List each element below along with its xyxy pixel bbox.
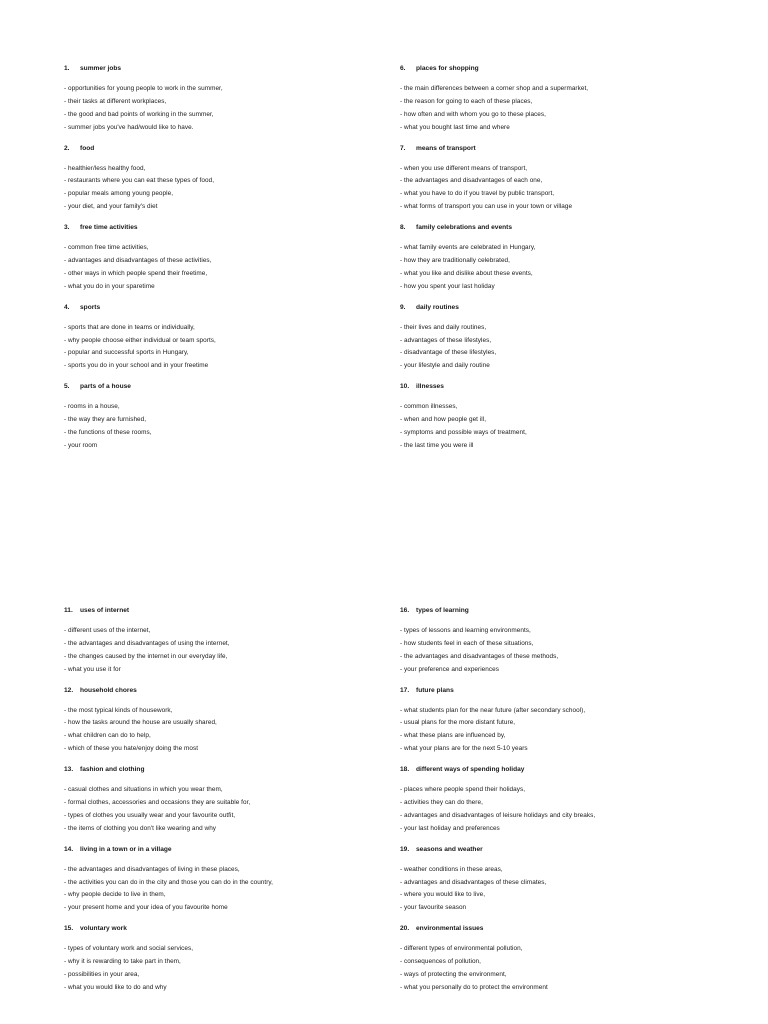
- topic-number: 9.: [400, 303, 406, 311]
- topic-point: - disadvantage of these lifestyles,: [400, 349, 497, 357]
- topic-number: 16.: [400, 607, 410, 614]
- topic-block: [400, 144, 730, 215]
- topic-point: - when you use different means of transport,: [400, 164, 528, 172]
- topic-point: - the reason for going to each of these places,: [400, 97, 533, 105]
- topic-title: parts of a house: [80, 383, 131, 391]
- topic-point: - restaurants where you can eat these types of food,: [64, 177, 215, 185]
- topic-points-list: [400, 943, 730, 995]
- topic-heading: [400, 64, 730, 74]
- topic-column-3: [64, 606, 394, 1004]
- topic-block: [400, 845, 730, 916]
- topic-point: - what you would like to do and why: [64, 983, 167, 991]
- topic-points-list: [64, 83, 394, 135]
- topic-number: 12.: [64, 686, 74, 694]
- topic-point: - usual plans for the more distant future,: [400, 719, 516, 727]
- topic-point: - your last holiday and preferences: [400, 824, 500, 832]
- topic-title: family celebrations and events: [416, 224, 513, 232]
- topic-point: - what you use it for: [64, 665, 121, 673]
- topic-points-list: [400, 705, 730, 757]
- topic-title: different ways of spending holiday: [416, 766, 525, 774]
- topic-point: - ways of protecting the environment,: [400, 971, 507, 979]
- topic-point: - what you do in your sparetime: [64, 282, 155, 290]
- topic-points-list: [400, 322, 730, 374]
- topic-point: - what children can do to help,: [64, 732, 151, 740]
- topic-heading: [400, 765, 730, 775]
- topic-point: - the advantages and disadvantages of these methods,: [400, 652, 559, 660]
- topic-block: [64, 924, 394, 995]
- topic-number: 3.: [64, 224, 70, 232]
- topic-number: 17.: [400, 686, 410, 694]
- topic-heading: [64, 223, 394, 233]
- topic-title: summer jobs: [80, 65, 122, 72]
- topic-title: means of transport: [416, 144, 476, 152]
- topic-point: - advantages and disadvantages of these activities,: [64, 257, 212, 265]
- topic-point: - why it is rewarding to take part in them,: [64, 958, 181, 966]
- topic-title: future plans: [416, 686, 454, 694]
- topic-title: free time activities: [80, 224, 138, 232]
- topic-points-list: [400, 83, 730, 135]
- topic-point: - the way they are furnished,: [64, 416, 147, 424]
- topic-point: - what you personally do to protect the environment: [400, 983, 548, 991]
- topic-column-4: [400, 606, 730, 1004]
- topic-point: - your room: [64, 441, 98, 449]
- topic-point: - places where people spend their holidays,: [400, 786, 526, 794]
- topic-point: - different uses of the internet,: [64, 627, 151, 634]
- topic-heading: [400, 845, 730, 855]
- topic-title: types of learning: [416, 607, 469, 614]
- topic-points-list: [64, 322, 394, 374]
- topic-points-list: [400, 163, 730, 215]
- topic-point: - the advantages and disadvantages of using the internet,: [64, 639, 230, 647]
- topic-point: - formal clothes, accessories and occasions they are suitable for,: [64, 799, 251, 807]
- topic-point: - advantages and disadvantages of leisure holidays and city breaks,: [400, 811, 596, 819]
- topic-heading: [64, 64, 394, 74]
- topic-point: - their lives and daily routines,: [400, 323, 487, 331]
- topic-heading: [400, 223, 730, 233]
- topic-number: 14.: [64, 845, 74, 853]
- topic-block: [400, 64, 730, 135]
- topic-block: [64, 303, 394, 374]
- topic-number: 1.: [64, 65, 70, 72]
- topic-block: [64, 845, 394, 916]
- topic-point: - other ways in which people spend their freetime,: [64, 269, 208, 277]
- topic-point: - what students plan for the near future (after secondary school),: [400, 706, 586, 714]
- topic-point: - your present home and your idea of you favourite home: [64, 904, 228, 912]
- topic-heading: [64, 382, 394, 392]
- topic-number: 7.: [400, 144, 406, 152]
- topic-block: [400, 382, 730, 453]
- topic-points-list: [400, 401, 730, 453]
- topic-points-list: [64, 625, 394, 677]
- topic-points-list: [400, 864, 730, 916]
- topic-number: 13.: [64, 766, 74, 774]
- topic-point: - casual clothes and situations in which you wear them,: [64, 786, 223, 794]
- topic-point: - how often and with whom you go to these places,: [400, 110, 546, 118]
- topic-block: [64, 382, 394, 453]
- topic-block: [400, 223, 730, 294]
- topic-point: - sports that are done in teams or individually,: [64, 323, 195, 331]
- topic-title: environmental issues: [416, 925, 484, 933]
- topic-point: - their tasks at different workplaces,: [64, 97, 167, 105]
- topic-point: - popular meals among young people,: [64, 190, 174, 198]
- topic-points-list: [64, 242, 394, 294]
- topic-block: [64, 223, 394, 294]
- topic-block: [64, 64, 394, 135]
- topic-number: 2.: [64, 144, 70, 152]
- topic-point: - the items of clothing you don't like wearing and why: [64, 824, 217, 832]
- topic-heading: [64, 686, 394, 696]
- topic-point: - which of these you hate/enjoy doing the most: [64, 745, 199, 753]
- topic-point: - why people decide to live in them,: [64, 891, 166, 899]
- topic-title: uses of internet: [80, 607, 130, 614]
- topic-point: - symptoms and possible ways of treatment,: [400, 429, 527, 437]
- topic-heading: [64, 924, 394, 934]
- topic-title: daily routines: [416, 303, 459, 311]
- topic-block: [400, 686, 730, 757]
- topic-point: - activities they can do there,: [400, 799, 483, 807]
- topic-number: 20.: [400, 925, 410, 933]
- topic-point: - what forms of transport you can use in your town or village: [400, 203, 573, 211]
- topic-point: - advantages of these lifestyles,: [400, 336, 492, 344]
- topic-point: - the advantages and disadvantages of each one,: [400, 177, 543, 185]
- topic-point: - your favourite season: [400, 904, 467, 912]
- topic-points-list: [64, 163, 394, 215]
- topic-point: - common illnesses,: [400, 403, 458, 411]
- topic-points-list: [64, 864, 394, 916]
- topic-title: food: [80, 144, 95, 152]
- topic-number: 4.: [64, 303, 70, 311]
- topic-point: - the main differences between a corner shop and a supermarket,: [400, 85, 589, 92]
- topic-number: 11.: [64, 607, 73, 614]
- topic-heading: [400, 303, 730, 313]
- topic-heading: [64, 845, 394, 855]
- topic-heading: [64, 606, 394, 616]
- topic-heading: [400, 144, 730, 154]
- topic-block: [400, 765, 730, 836]
- topic-points-list: [64, 401, 394, 453]
- topic-point: - when and how people get ill,: [400, 416, 487, 424]
- topic-points-list: [400, 625, 730, 677]
- topic-title: fashion and clothing: [80, 766, 145, 774]
- topic-title: living in a town or in a village: [80, 845, 172, 853]
- topic-point: - what you have to do if you travel by public transport,: [400, 190, 555, 198]
- topic-points-list: [64, 784, 394, 836]
- topic-point: - your lifestyle and daily routine: [400, 362, 490, 370]
- topic-point: - how students feel in each of these situations,: [400, 639, 534, 647]
- topic-point: - the advantages and disadvantages of living in these places,: [64, 865, 240, 873]
- topic-point: - the good and bad points of working in the summer,: [64, 110, 214, 118]
- topic-point: - what you bought last time and where: [400, 123, 510, 131]
- topic-point: - types of clothes you usually wear and your favourite outfit,: [64, 811, 236, 819]
- topic-point: - the last time you were ill: [400, 441, 474, 449]
- topic-number: 15.: [64, 925, 74, 933]
- topic-heading: [400, 382, 730, 392]
- topic-block: [400, 303, 730, 374]
- topic-title: sports: [80, 303, 101, 311]
- topic-title: illnesses: [416, 383, 444, 391]
- topic-point: - popular and successful sports in Hungary,: [64, 349, 189, 357]
- topic-point: - the activities you can do in the city and those you can do in the country,: [64, 878, 274, 886]
- topic-point: - possibilities in your area,: [64, 971, 140, 979]
- topic-block: [64, 686, 394, 757]
- topic-points-list: [64, 943, 394, 995]
- topic-point: - how they are traditionally celebrated,: [400, 257, 510, 265]
- topic-point: - types of lessons and learning environments,: [400, 627, 531, 634]
- topic-point: - rooms in a house,: [64, 403, 120, 411]
- topic-point: - what these plans are influenced by,: [400, 732, 506, 740]
- topic-block: [400, 606, 730, 677]
- topic-point: - opportunities for young people to work in the summer,: [64, 85, 223, 92]
- topic-point: - your preference and experiences: [400, 665, 499, 673]
- topic-title: places for shopping: [416, 65, 479, 72]
- topic-points-list: [400, 242, 730, 294]
- topic-number: 8.: [400, 224, 406, 232]
- topic-title: household chores: [80, 686, 137, 694]
- topic-block: [64, 765, 394, 836]
- topic-number: 10.: [400, 383, 410, 391]
- topic-point: - weather conditions in these areas,: [400, 865, 503, 873]
- topic-block: [64, 606, 394, 677]
- topic-heading: [400, 606, 730, 616]
- topic-title: seasons and weather: [416, 845, 483, 853]
- topic-point: - different types of environmental pollution,: [400, 945, 523, 953]
- topic-points-list: [400, 784, 730, 836]
- topic-title: voluntary work: [80, 925, 127, 933]
- topic-number: 6.: [400, 65, 406, 72]
- topic-column-1: [64, 64, 394, 462]
- topic-point: - your diet, and your family's diet: [64, 203, 158, 211]
- topic-point: - consequences of pollution,: [400, 958, 481, 966]
- topic-number: 19.: [400, 845, 410, 853]
- topic-point: - what you like and dislike about these events,: [400, 269, 533, 277]
- topic-point: - summer jobs you've had/would like to have.: [64, 123, 194, 131]
- topic-point: - the functions of these rooms,: [64, 429, 152, 437]
- topic-point: - how you spent your last holiday: [400, 282, 495, 290]
- topic-heading: [400, 686, 730, 696]
- topic-points-list: [64, 705, 394, 757]
- topic-point: - where you would like to live,: [400, 891, 486, 899]
- topic-point: - types of voluntary work and social services,: [64, 945, 194, 953]
- topic-point: - the most typical kinds of housework,: [64, 706, 173, 714]
- topic-number: 18.: [400, 766, 410, 774]
- topic-heading: [64, 765, 394, 775]
- topic-point: - why people choose either individual or team sports,: [64, 336, 216, 344]
- topic-point: - advantages and disadvantages of these climates,: [400, 878, 547, 886]
- topic-point: - the changes caused by the internet in our everyday life,: [64, 652, 228, 660]
- topic-point: - how the tasks around the house are usually shared,: [64, 719, 217, 727]
- topic-point: - what family events are celebrated in Hungary,: [400, 244, 536, 252]
- topic-heading: [64, 144, 394, 154]
- topic-column-2: [400, 64, 730, 462]
- topic-point: - sports you do in your school and in your freetime: [64, 362, 209, 370]
- topic-point: - healthier/less healthy food,: [64, 164, 146, 172]
- topic-number: 5.: [64, 383, 70, 391]
- topic-block: [64, 144, 394, 215]
- topic-point: - common free time activities,: [64, 244, 149, 252]
- topic-heading: [64, 303, 394, 313]
- topic-block: [400, 924, 730, 995]
- topic-heading: [400, 924, 730, 934]
- topic-point: - what your plans are for the next 5-10 years: [400, 745, 528, 753]
